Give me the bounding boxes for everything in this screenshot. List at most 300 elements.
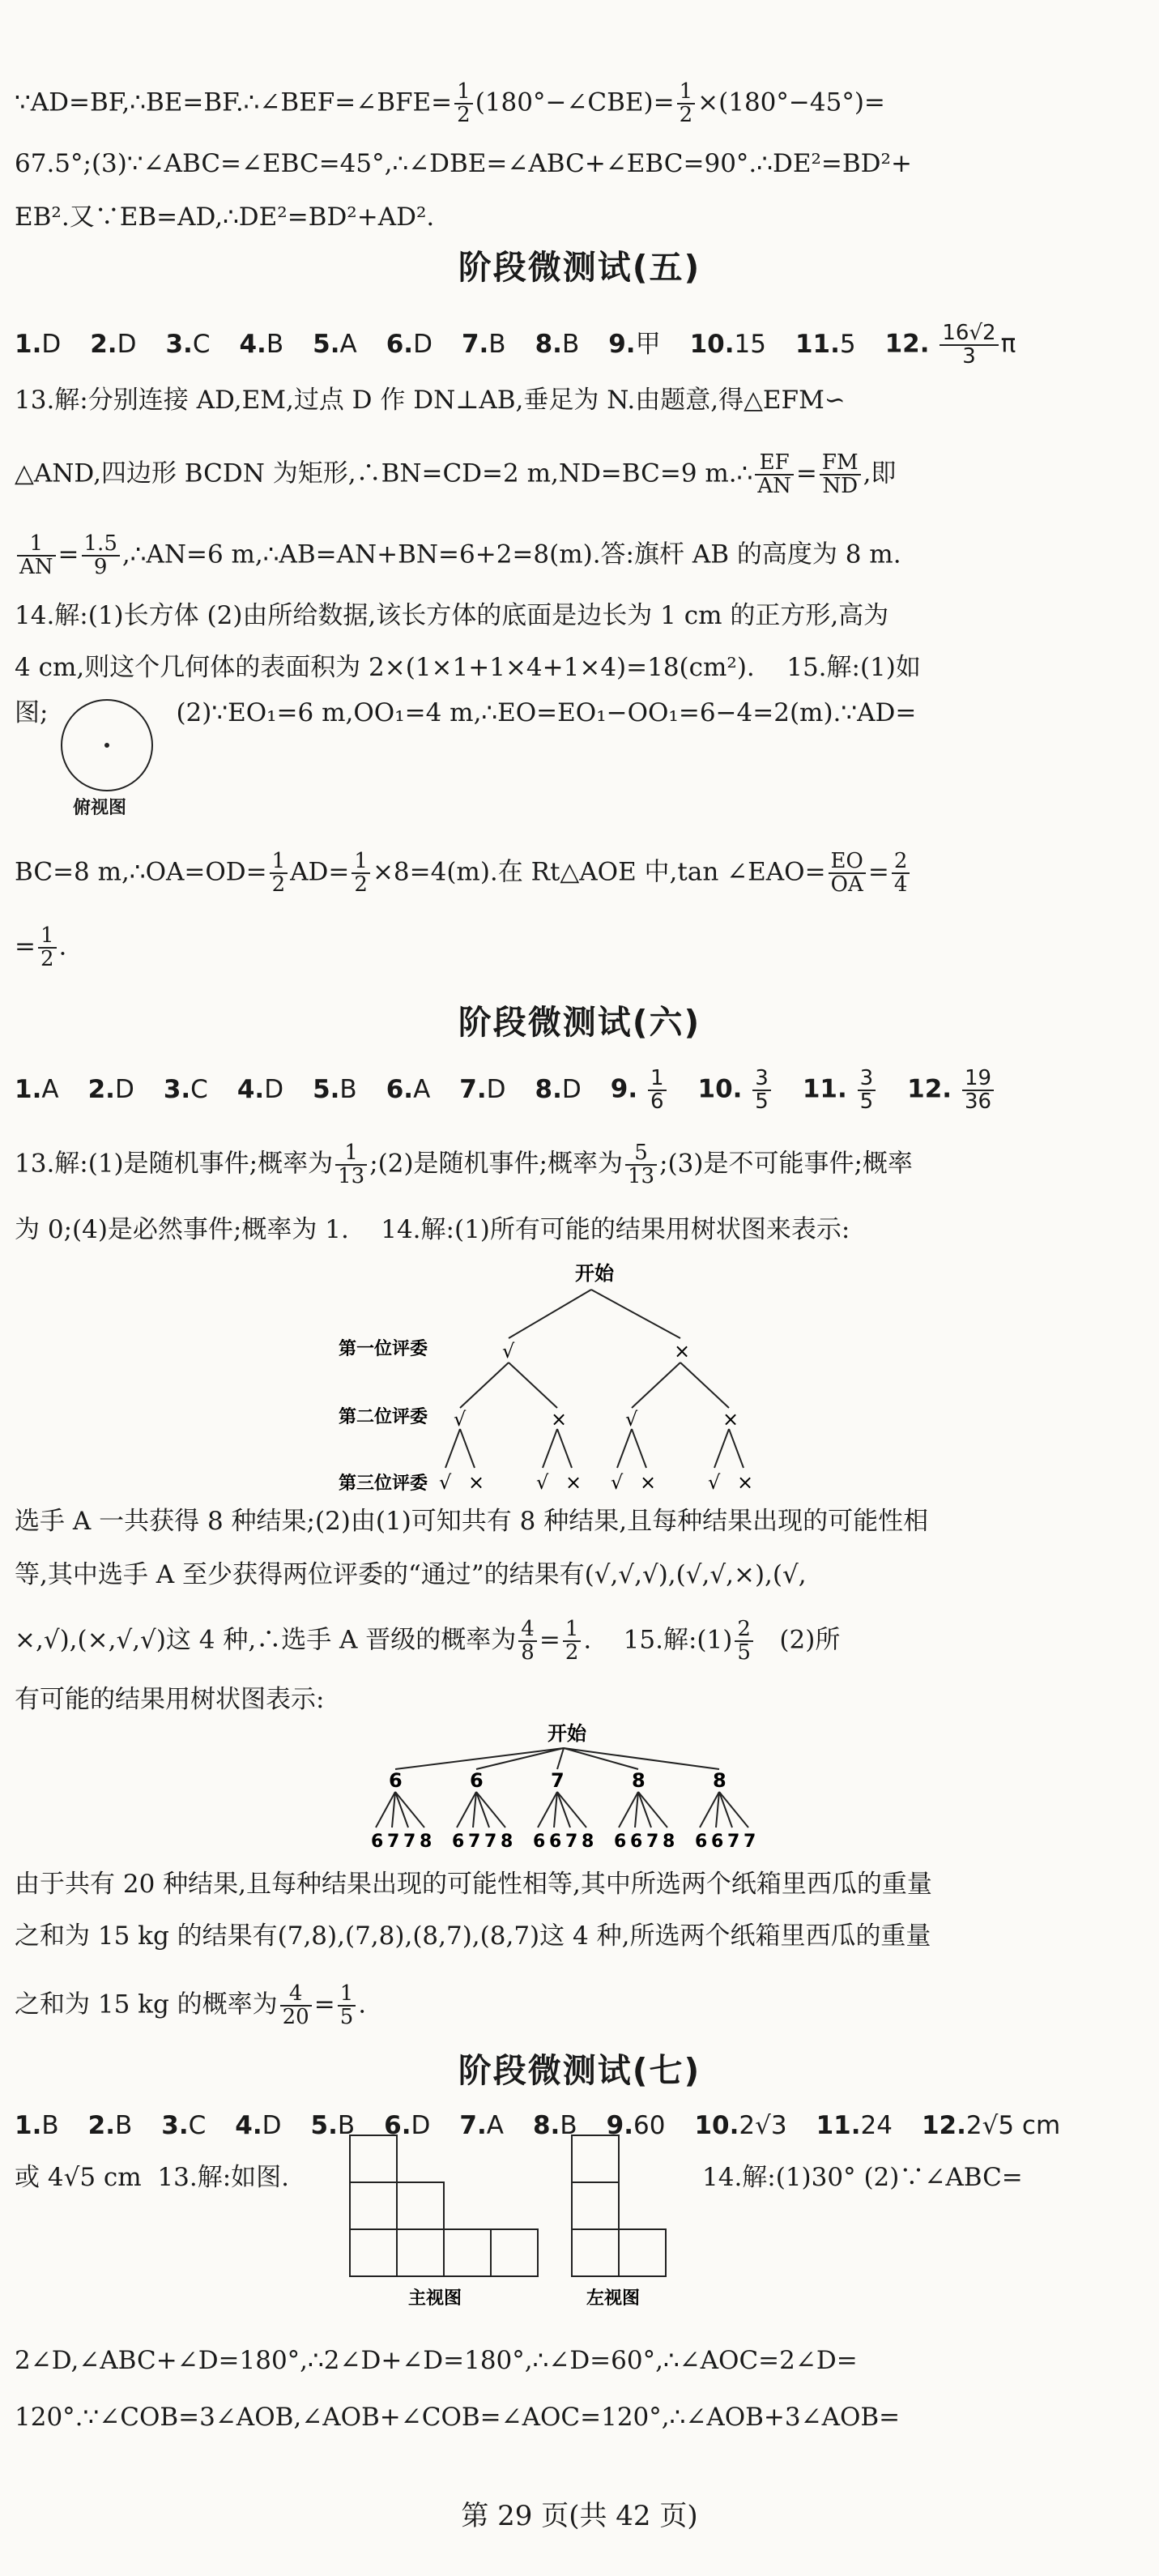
tree2-level1-node: 8: [713, 1769, 727, 1792]
answer-num: 1.: [15, 1074, 42, 1104]
fraction-den: ND: [822, 474, 859, 498]
fraction: [892, 851, 910, 896]
q14-line-1: 14.解:(1)长方体 (2)由所给数据,该长方体的底面是边长为 1 cm 的正方形,高为: [15, 601, 889, 630]
fraction-num: 2: [735, 1619, 753, 1642]
fraction-num: 1: [352, 851, 370, 874]
tree2-edge: [557, 1792, 570, 1828]
answer-value: 5: [839, 329, 856, 359]
text: 4 cm,则这个几何体的表面积为 2×(1×1+1×4+1×4)=18(cm²).: [15, 653, 755, 682]
tree2-edge: [395, 1792, 424, 1828]
answer-item: [386, 325, 432, 364]
fraction-den: 5: [859, 1090, 874, 1114]
answer-num: 12.: [921, 2111, 966, 2140]
answer-item: [313, 1070, 357, 1109]
fraction-num: 19: [962, 1068, 994, 1091]
answer-value: C: [188, 2111, 207, 2140]
answer-num: 4.: [239, 329, 266, 359]
text: =: [867, 857, 889, 887]
fraction-den: 2: [40, 947, 54, 971]
answer-value: 甲: [635, 329, 661, 359]
s6-q15-line-7: 之和为 15 kg 的结果有(7,8),(7,8),(8,7),(8,7)这 4 种,所选两个纸箱里西瓜的重量: [15, 1921, 931, 1951]
text: △AND,四边形 BCDN 为矩形,∴BN=CD=2 m,ND=BC=9 m.∴: [15, 458, 753, 488]
q13-line-2: [15, 452, 1092, 497]
answer-item: [694, 2106, 786, 2145]
tree2-leaf: 7: [646, 1832, 659, 1852]
text: 图;: [15, 698, 49, 727]
s6-q15-line-8: [15, 1983, 1092, 2028]
answer-num: 10.: [697, 1074, 743, 1104]
fraction: [677, 81, 696, 126]
fraction: [820, 452, 861, 497]
node-cross: ×: [551, 1408, 568, 1431]
tree2-leaf: 6: [711, 1832, 724, 1852]
text: ×8=4(m).在 Rt△AOE 中,tan ∠EAO=: [372, 857, 826, 887]
answer-item: [690, 325, 766, 364]
answer-num: 12.: [907, 1074, 952, 1104]
answer-num: 2.: [87, 1074, 115, 1104]
text: ,即: [863, 458, 897, 488]
tree2-edge: [564, 1748, 719, 1769]
fraction-num: 1: [338, 1983, 356, 2007]
tree2-root: 开始: [548, 1722, 586, 1745]
fraction: [335, 1142, 367, 1188]
answer-item: [313, 325, 357, 364]
text: 13.解:(1)是随机事件;概率为: [15, 1149, 334, 1179]
answer-item: [459, 1070, 505, 1109]
three-view-figure: [343, 2132, 684, 2322]
leaf-check: √: [439, 1471, 452, 1494]
fraction-num: 3: [858, 1068, 876, 1091]
fraction: [563, 1619, 582, 1664]
fraction: [17, 533, 56, 578]
answer-value: D: [561, 1074, 582, 1104]
leaf-cross: ×: [468, 1471, 485, 1494]
q15-line-2: [15, 693, 1092, 732]
tree2-leaf: 8: [420, 1832, 432, 1852]
answer-num: 5.: [310, 2111, 338, 2140]
text: 13.解:如图.: [157, 2163, 289, 2192]
tree2-leaf: 7: [565, 1832, 578, 1852]
fraction-den: 5: [737, 1640, 751, 1665]
answer-value: D: [114, 1074, 134, 1104]
text: =: [313, 1990, 335, 2019]
tree2-edge: [719, 1792, 748, 1828]
fraction-den: 5: [339, 2005, 354, 2029]
top-line-1: [15, 81, 1092, 126]
answer-num: 9.: [606, 2111, 633, 2140]
answer-item: [535, 1070, 582, 1109]
answer-value: B: [41, 2111, 59, 2140]
text: ×,√),(×,√,√)这 4 种,∴选手 A 晋级的概率为: [15, 1625, 517, 1655]
answer-item: [611, 1068, 669, 1113]
text: BC=8 m,∴OA=OD=: [15, 857, 267, 887]
tree2-leaf: 7: [387, 1832, 400, 1852]
q13-line-3: [15, 533, 1092, 578]
fraction: [338, 1983, 356, 2028]
section-title-7: 阶段微测试(七): [458, 2051, 701, 2090]
node-check: √: [502, 1340, 515, 1363]
answer-value: B: [561, 329, 580, 359]
fraction: [962, 1068, 994, 1113]
tree2-leaf: 8: [582, 1832, 594, 1852]
fraction: [829, 851, 866, 896]
fraction: [82, 533, 120, 578]
fraction-den: 6: [650, 1090, 664, 1114]
q14-line-2: [15, 648, 1092, 687]
answer-value: D: [413, 329, 432, 359]
text: ;(2)是随机事件;概率为: [369, 1149, 624, 1179]
tree2-svg: [373, 1717, 778, 1879]
answer-item: [15, 2106, 59, 2145]
page-footer: 第 29 页(共 42 页): [461, 2500, 698, 2532]
row-label-1: 第一位评委: [339, 1339, 428, 1359]
fraction-num: EO: [829, 851, 866, 874]
answer-value: A: [486, 2111, 504, 2140]
tree2-leaf: 7: [727, 1832, 740, 1852]
fraction-num: 1: [677, 81, 696, 104]
answer-item: [816, 2106, 893, 2145]
node-cross: ×: [722, 1408, 739, 1431]
fraction-num: 1: [335, 1142, 367, 1166]
fraction: [280, 1983, 312, 2028]
fraction-num: 4: [518, 1619, 537, 1642]
leaf-check: √: [536, 1471, 549, 1494]
fraction-num: FM: [820, 452, 861, 476]
answer-item: [462, 325, 506, 364]
fraction-den: 36: [964, 1090, 992, 1114]
answers-5: [15, 322, 1092, 368]
fraction-num: 1: [454, 81, 473, 104]
fraction-den: 2: [679, 103, 693, 127]
top-line-3: EB².又∵EB=AD,∴DE²=BD²+AD².: [15, 203, 435, 232]
text: 或 4√5 cm: [15, 2163, 142, 2192]
left-view-caption: 左视图: [586, 2288, 641, 2309]
tree2-leaf: 6: [371, 1832, 384, 1852]
answer-value: B: [560, 2111, 577, 2140]
answer-item: [88, 1070, 134, 1109]
tree2-edge: [557, 1748, 564, 1769]
tree-root: 开始: [575, 1262, 614, 1285]
answer-item: [88, 2106, 133, 2145]
q15-line-3: [15, 851, 1092, 896]
top-view-caption: 俯视图: [73, 798, 127, 818]
answer-item: [239, 325, 283, 364]
answer-num: 5.: [313, 1074, 340, 1104]
tree2-edge: [557, 1792, 586, 1828]
answer-value: A: [413, 1074, 431, 1104]
q15-line-4: [15, 925, 1092, 970]
text: AD=: [290, 857, 350, 887]
fraction-den: 2: [457, 103, 471, 127]
fraction-den: 20: [282, 2005, 309, 2029]
text: =: [539, 1625, 560, 1655]
fraction: [38, 925, 57, 970]
answer-value: B: [337, 2111, 356, 2140]
s6-q14-line-2: 选手 A 一共获得 8 种结果;(2)由(1)可知共有 8 种结果,且每种结果出现的可能性相: [15, 1507, 929, 1536]
center-dot: [104, 743, 109, 748]
answer-num: 5.: [313, 329, 340, 359]
section-title-5: 阶段微测试(五): [458, 248, 701, 287]
front-view: [350, 2135, 538, 2276]
fraction: [752, 1068, 771, 1113]
fraction: [625, 1142, 657, 1188]
text: (2)∵EO₁=6 m,OO₁=4 m,∴EO=EO₁−OO₁=6−4=2(m).∵AD=: [176, 698, 917, 727]
text: 14.解:(1)所有可能的结果用树状图来表示:: [381, 1215, 850, 1244]
s6-q14-line-4: [15, 1619, 1092, 1664]
text: .: [58, 932, 67, 962]
answer-value: B: [266, 329, 284, 359]
fraction-den: 2: [271, 872, 286, 897]
circle-view-svg: [55, 693, 168, 807]
answer-num: 8.: [532, 2111, 560, 2140]
tree2-edge: [564, 1748, 638, 1769]
views-svg: [343, 2132, 684, 2318]
answer-item: [803, 1068, 878, 1113]
left-view: [572, 2135, 666, 2276]
tree-diagram-judges: [324, 1256, 826, 1502]
text: 之和为 15 kg 的概率为: [15, 1990, 278, 2019]
fraction-den: AN: [757, 474, 791, 498]
leaf-cross: ×: [640, 1471, 657, 1494]
q13-line-1: 13.解:分别连接 AD,EM,过点 D 作 DN⊥AB,垂足为 N.由题意,得△EFM∽: [15, 386, 846, 415]
tree2-level1-node: 6: [470, 1769, 484, 1792]
tree2-leaf: 6: [452, 1832, 465, 1852]
fraction: [518, 1619, 537, 1664]
fraction: [940, 322, 998, 368]
fraction-den: 4: [893, 872, 908, 897]
fraction-den: 9: [93, 555, 108, 579]
fraction-den: 8: [521, 1640, 535, 1665]
tree2-edge: [476, 1748, 564, 1769]
tree2-level1-node: 8: [632, 1769, 646, 1792]
tree2-edge: [395, 1748, 564, 1769]
fraction-den: 2: [354, 872, 368, 897]
s6-q13-line-2: [15, 1210, 1092, 1249]
answer-value: D: [262, 2111, 282, 2140]
answer-value: D: [117, 329, 137, 359]
answer-value: D: [264, 1074, 284, 1104]
tree2-leaf: 6: [695, 1832, 708, 1852]
answer-value: D: [41, 329, 62, 359]
answer-item: [15, 1070, 59, 1109]
answer-num: 9.: [610, 1074, 638, 1104]
answer-num: 3.: [161, 2111, 189, 2140]
answer-num: 1.: [15, 329, 42, 359]
s6-q14-line-3: 等,其中选手 A 至少获得两位评委的“通过”的结果有(√,√,√),(√,√,×),(√,: [15, 1560, 807, 1589]
leaf-check: √: [708, 1471, 721, 1494]
leaf-cross: ×: [737, 1471, 754, 1494]
answer-value: B: [115, 2111, 133, 2140]
fraction: [755, 452, 794, 497]
tree2-leaf: 6: [549, 1832, 562, 1852]
answer-num: 2.: [90, 329, 117, 359]
answer-num: 2.: [87, 2111, 115, 2140]
answer-item: [922, 2106, 1060, 2145]
fraction: [648, 1068, 667, 1113]
s7-line-3: 2∠D,∠ABC+∠D=180°,∴2∠D+∠D=180°,∴∠D=60°,∴∠AOC=2∠D=: [15, 2346, 858, 2375]
text: ,∴AN=6 m,∴AB=AN+BN=6+2=8(m).答:旗杆 AB 的高度为 8 m.: [121, 540, 901, 569]
fraction-den: AN: [19, 555, 53, 579]
answer-item: [386, 1070, 431, 1109]
answer-num: 1.: [15, 2111, 42, 2140]
answer-value: 15: [734, 329, 766, 359]
tree2-edge: [476, 1792, 489, 1828]
answer-value: 60: [633, 2111, 666, 2140]
text: ∵AD=BF,∴BE=BF.∴∠BEF=∠BFE=: [15, 87, 453, 117]
tree2-leaf: 6: [614, 1832, 627, 1852]
fraction: [352, 851, 370, 896]
answer-item: [608, 325, 660, 364]
row-label-3: 第三位评委: [339, 1474, 428, 1494]
answer-value: D: [411, 2111, 431, 2140]
leaf-cross: ×: [565, 1471, 582, 1494]
fraction-den: 3: [962, 344, 976, 369]
text: ×(180°−45°)=: [697, 87, 885, 117]
tree2-edge: [638, 1792, 651, 1828]
answer-num: 6.: [386, 329, 414, 359]
fraction-num: 3: [752, 1068, 771, 1091]
answer-num: 6.: [386, 1074, 414, 1104]
answer-num: 8.: [535, 1074, 562, 1104]
tree2-edge: [476, 1792, 505, 1828]
answer-num: 7.: [461, 329, 489, 359]
fraction-den: 13: [628, 1164, 655, 1188]
pi-symbol: π: [1000, 329, 1016, 359]
fraction-num: 1: [270, 851, 288, 874]
fraction-num: 4: [280, 1983, 312, 2007]
answer-item: [15, 325, 61, 364]
answer-value: B: [339, 1074, 357, 1104]
answer-value: D: [486, 1074, 506, 1104]
tree-diagram-watermelon: [373, 1717, 778, 1883]
answer-value: 24: [860, 2111, 893, 2140]
answer-num: 11.: [816, 2111, 861, 2140]
fraction-num: 16√2: [940, 322, 998, 346]
leaf-check: √: [611, 1471, 624, 1494]
answer-value: A: [41, 1074, 59, 1104]
fraction: [270, 851, 288, 896]
answer-item: [535, 325, 580, 364]
row-label-2: 第二位评委: [339, 1407, 428, 1427]
tree2-leaf: 6: [630, 1832, 643, 1852]
text: =: [15, 932, 36, 962]
section-title-6: 阶段微测试(六): [458, 1003, 701, 1042]
s6-q15-line-5: 有可能的结果用树状图表示:: [15, 1685, 325, 1714]
fraction-den: 2: [565, 1640, 579, 1665]
fraction-num: 2: [892, 851, 910, 874]
tree2-leaf: 8: [663, 1832, 675, 1852]
answer-item: [161, 2106, 206, 2145]
fraction-num: EF: [755, 452, 794, 476]
answer-item: [698, 1068, 773, 1113]
text: (2)所: [779, 1625, 841, 1655]
answer-item: [907, 1068, 996, 1113]
text: 为 0;(4)是必然事件;概率为 1.: [15, 1215, 349, 1244]
node-check: √: [454, 1408, 467, 1431]
answer-num: 8.: [535, 329, 562, 359]
answer-value: A: [339, 329, 357, 359]
tree2-leaf: 6: [533, 1832, 546, 1852]
answer-num: 9.: [608, 329, 636, 359]
fraction: [735, 1619, 753, 1664]
answer-value: C: [192, 329, 211, 359]
s6-q13-line-1: [15, 1142, 1092, 1188]
text: =: [58, 540, 79, 569]
fraction-num: 1: [17, 533, 56, 557]
tree2-edge: [395, 1792, 408, 1828]
fraction-num: 1.5: [82, 533, 120, 557]
answer-value: 2√3: [739, 2111, 787, 2140]
answer-num: 11.: [795, 329, 840, 359]
tree2-leaf: 7: [484, 1832, 497, 1852]
answer-item: [165, 325, 210, 364]
tree2-edge: [719, 1792, 732, 1828]
text: (180°−∠CBE)=: [475, 87, 675, 117]
text: =: [795, 458, 817, 488]
tree-svg: [324, 1256, 826, 1499]
text: 14.解:(1)30° (2)∵∠ABC=: [702, 2163, 1023, 2192]
s7-line-4: 120°.∵∠COB=3∠AOB,∠AOB+∠COB=∠AOC=120°,∴∠AOB+3∠AOB=: [15, 2403, 901, 2432]
fraction-num: 5: [625, 1142, 657, 1166]
fraction-num: 1: [563, 1619, 582, 1642]
answer-num: 7.: [459, 1074, 487, 1104]
tree2-leaf: 7: [403, 1832, 416, 1852]
text: .: [358, 1990, 367, 2019]
answer-value: 2√5 cm: [965, 2111, 1061, 2140]
tree-edges: [445, 1290, 744, 1468]
tree2-edge: [638, 1792, 667, 1828]
answer-num: 11.: [802, 1074, 847, 1104]
answer-item: [164, 1070, 208, 1109]
answer-item: [885, 322, 1016, 368]
fraction-den: 13: [338, 1164, 365, 1188]
front-view-caption: 主视图: [408, 2288, 462, 2309]
answer-num: 12.: [884, 329, 930, 359]
top-line-2: 67.5°;(3)∵∠ABC=∠EBC=45°,∴∠DBE=∠ABC+∠EBC=90°.∴DE²=BD²+: [15, 149, 912, 178]
answer-item: [90, 325, 136, 364]
answer-num: 3.: [165, 329, 193, 359]
tree2-leaf: 7: [744, 1832, 756, 1852]
answer-num: 10.: [694, 2111, 739, 2140]
text: 15.解:(1): [623, 1625, 733, 1655]
tree2-leaf: 7: [468, 1832, 481, 1852]
text: ;(3)是不可能事件;概率: [659, 1149, 913, 1179]
answer-value: C: [190, 1074, 208, 1104]
fraction: [454, 81, 473, 126]
answer-num: 3.: [163, 1074, 191, 1104]
tree2-level1-node: 6: [389, 1769, 403, 1792]
fraction-num: 1: [38, 925, 57, 949]
node-cross: ×: [674, 1340, 691, 1363]
answer-num: 6.: [384, 2111, 411, 2140]
s6-q15-line-6: 由于共有 20 种结果,且每种结果出现的可能性相等,其中所选两个纸箱里西瓜的重量: [15, 1870, 932, 1899]
answer-num: 4.: [235, 2111, 262, 2140]
tree-nodes: [439, 1340, 753, 1494]
tree2-leaf: 8: [501, 1832, 513, 1852]
answer-num: 7.: [459, 2111, 487, 2140]
answer-value: B: [488, 329, 506, 359]
answer-item: [237, 1070, 283, 1109]
fraction-den: 5: [755, 1090, 769, 1114]
answer-item: [795, 325, 856, 364]
top-view-figure: [55, 693, 168, 818]
fraction: [858, 1068, 876, 1113]
tree2-level1-node: 7: [551, 1769, 565, 1792]
node-check: √: [625, 1408, 638, 1431]
answer-num: 4.: [236, 1074, 265, 1104]
fraction-num: 1: [648, 1068, 667, 1091]
text: .: [583, 1625, 592, 1655]
